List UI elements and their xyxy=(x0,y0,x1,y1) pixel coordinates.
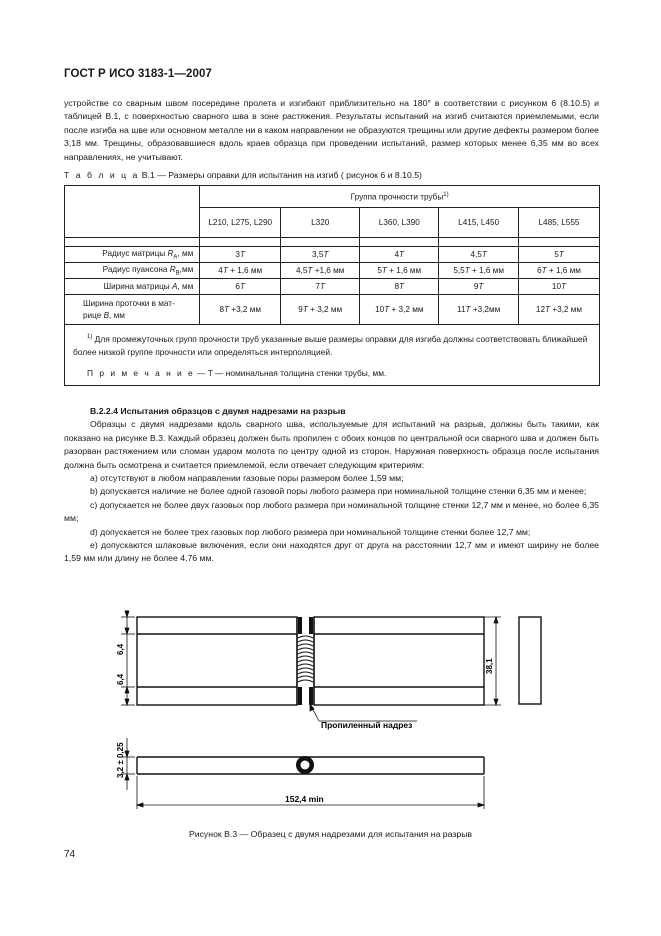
page-header: ГОСТ Р ИСО 3183-1—2007 xyxy=(64,68,212,80)
table-caption: Т а б л и ц а В.1 — Размеры оправки для испытания на изгиб ( рисунок 6 и 8.10.5) xyxy=(64,170,422,180)
page-number: 74 xyxy=(64,849,76,860)
right-plate xyxy=(314,617,484,705)
list-item: с) допускается не более двух газовых пор любого размера при номинальной толщине стенки 12,7 мм и менее, но более 6,35 мм; xyxy=(64,499,599,524)
figure-caption: Рисунок В.3 — Образец с двумя надрезами для испытания на разрыв xyxy=(188,829,473,839)
dim-length: 152,4 min xyxy=(285,794,324,804)
dim-6-4-top: 6,4 xyxy=(116,643,125,655)
table-row: Радиус пуансона $R_B,мм$ 4T + 1,6 мм 4,5T +1,6 мм 5T + 1,6 мм 5,5T + 1,6 мм 6T + 1,6 мм xyxy=(65,263,600,279)
dim-38-1: 38,1 xyxy=(485,658,494,674)
row-label: Ширина матрицы A, мм xyxy=(65,279,200,295)
row-label: Ширина проточки в мат- рице B, мм xyxy=(65,295,200,325)
section-b224 xyxy=(64,405,599,566)
col-header: L485, L555 xyxy=(518,208,599,238)
dim-thickness: 3,2 ± 0,25 xyxy=(116,742,125,778)
list-item: d) допускается не более трех газовых пор любого размера при номинальной толщине стенки более 12,7 мм; xyxy=(90,526,531,537)
group-header: Группа прочности трубы$^{1)}$ xyxy=(200,186,600,208)
col-header: L210, L275, L290 xyxy=(200,208,281,238)
mandrel-table xyxy=(64,185,600,386)
dim-6-4-bottom: 6,4 xyxy=(116,673,125,685)
left-plate xyxy=(137,617,297,705)
notch-bottom-right xyxy=(309,687,313,705)
list-item: b) допускается наличие не более одной газовой поры любого размера при номинальной толщине стенки 6,35 мм и менее; xyxy=(90,486,587,497)
notch-label: Пропиленный надрез xyxy=(321,720,413,730)
col-header: L320 xyxy=(281,208,360,238)
table-corner-cell xyxy=(65,186,200,238)
weld-bead-icon xyxy=(298,636,313,682)
row-label: Радиус пуансона $R_B,мм$ xyxy=(65,263,200,279)
table-footnote: $^{1)}$ Для промежуточных групп прочности труб указанные выше размеры оправки для изгиба должны соответствовать ближайшей более низкой группе прочности или определяться интерполяцией. П р и м е ч а н и е — T — номинальная толщина стенки трубы, мм. xyxy=(65,325,600,386)
notch-bottom-left xyxy=(298,687,302,705)
list-item: а) отсутствуют в любом направлении газовые поры размером более 1,59 мм; xyxy=(90,473,404,484)
notch-top-left xyxy=(298,617,302,634)
table-row: Ширина проточки в мат- рице B, мм 8T +3,2 мм 9T + 3,2 мм 10T + 3,2 мм 11T +3,2мм 12T +3,2 мм xyxy=(65,295,600,325)
section-body: Образцы с двумя надрезами вдоль сварного шва, используемые для испытаний на разрыв, должны быть такими, как показано на рисунке В.3. Каждый образец должен быть пропилен с обоих концов по центральной оси сварного шва и должен быть разорван растяжением или сломан ударом молота по центру одной из сторон. Наружная поверхность образца после испытания должна быть осмотрена и считается приемлемой, если отвечает следующим критериям: xyxy=(64,419,599,470)
row-label: Радиус матрицы $R_A$, мм xyxy=(65,247,200,263)
col-header: L360, L390 xyxy=(360,208,439,238)
specimen-drawing xyxy=(105,600,565,812)
table-row: Ширина матрицы A, мм 6T 7T 8T 9T 10T xyxy=(65,279,600,295)
col-header: L415, L450 xyxy=(439,208,519,238)
table-row: Радиус матрицы $R_A$, мм 3T 3,5T 4T 4,5T 5T xyxy=(65,247,600,263)
side-view xyxy=(519,617,541,704)
list-item: е) допускаются шлаковые включения, если они находятся друг от друга на расстоянии 12,7 мм и имеют ширину не более 1,59 мм или длину не более 4,76 мм. xyxy=(64,540,599,564)
section-heading: В.2.2.4 Испытания образцов с двумя надрезами на разрыв xyxy=(90,406,346,416)
notch-top-right xyxy=(309,617,313,634)
intro-paragraph: устройстве со сварным швом посередине пролета и изгибают приблизительно на 180° в соответствии с рисунком 6 (8.10.5) и таблицей В.1, с поверхностью сварного шва в зоне растяжения. Результаты испытаний на изгиб считаются приемлемыми, если после изгиба на шве или основном металле ни в каком направлении не образуются трещины или другие дефекты размером более 3,18 мм. Трещины, образовавшиеся вдоль краев образца при проведении испытаний, размер которых менее 6,35 мм во всех направлениях, не учитывают. xyxy=(64,98,599,162)
